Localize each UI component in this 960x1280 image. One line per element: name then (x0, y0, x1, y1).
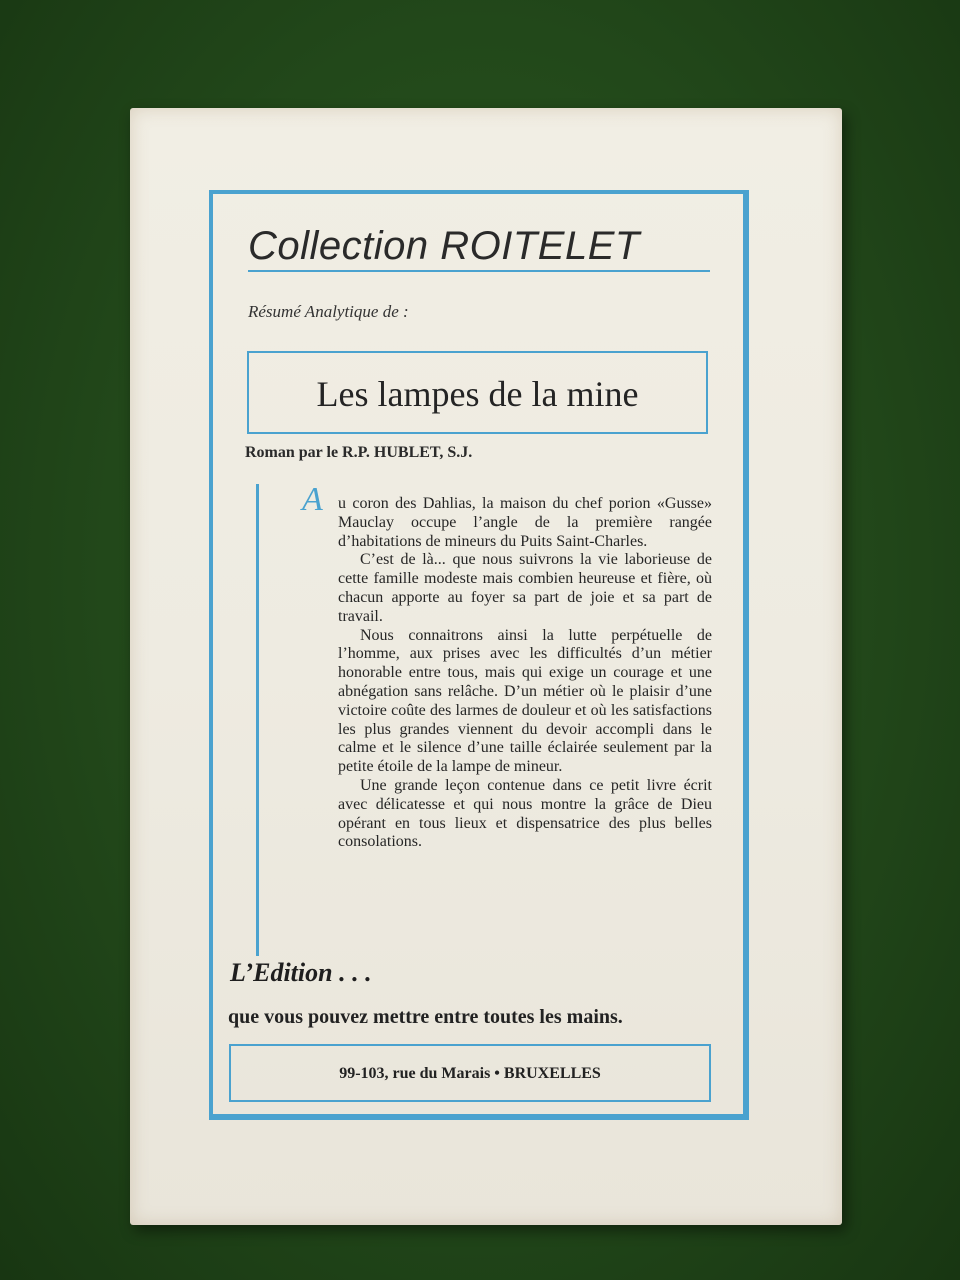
address-box (229, 1044, 711, 1102)
series-title: Collection ROITELET (248, 224, 640, 268)
summary-paragraph: u coron des Dahlias, la maison du chef porion «Gusse» Mauclay occupe l’angle de la première rangée d’habitations de mineurs du Puits Saint-Charles. (338, 495, 712, 550)
edition-script-logo: L’Edition . . . (230, 958, 372, 987)
summary-paragraph: C’est de là... que nous suivrons la vie laborieuse de cette famille modeste mais combien heureuse et fière, où chacun apporte au foyer sa part de joie et sa part de travail. (338, 551, 712, 625)
book-title: Les lampes de la mine (316, 374, 639, 414)
publisher-address: 99-103, rue du Marais • BRUXELLES (339, 1065, 601, 1082)
title-box (247, 351, 708, 434)
drop-cap: A (302, 481, 323, 518)
series-divider (248, 270, 710, 272)
summary-side-rule (256, 484, 259, 956)
author-line: Roman par le R.P. HUBLET, S.J. (245, 444, 473, 461)
summary-paragraph: Nous connaitrons ainsi la lutte perpétuelle de l’homme, aux prises avec les difficultés d’un métier honorable entre tous, mais qui exige un courage et une abnégation sans relâche. D’un métier où le plaisir d’une victoire coûte des larmes de douleur et où les satisfactions les plus grandes viennent du devoir accompli dans le calme et le silence d’une taille éclairée seulement par la petite étoile de la lampe de mineur. (338, 626, 712, 776)
summary-text (338, 495, 712, 852)
summary-paragraph: Une grande leçon contenue dans ce petit livre écrit avec délicatesse et qui nous montre la grâce de Dieu opérant en tous lieux et dispensatrice des plus belles consolations. (338, 776, 712, 851)
edition-motto: que vous pouvez mettre entre toutes les mains. (228, 1006, 623, 1028)
summary-subtitle: Résumé Analytique de : (248, 302, 409, 321)
